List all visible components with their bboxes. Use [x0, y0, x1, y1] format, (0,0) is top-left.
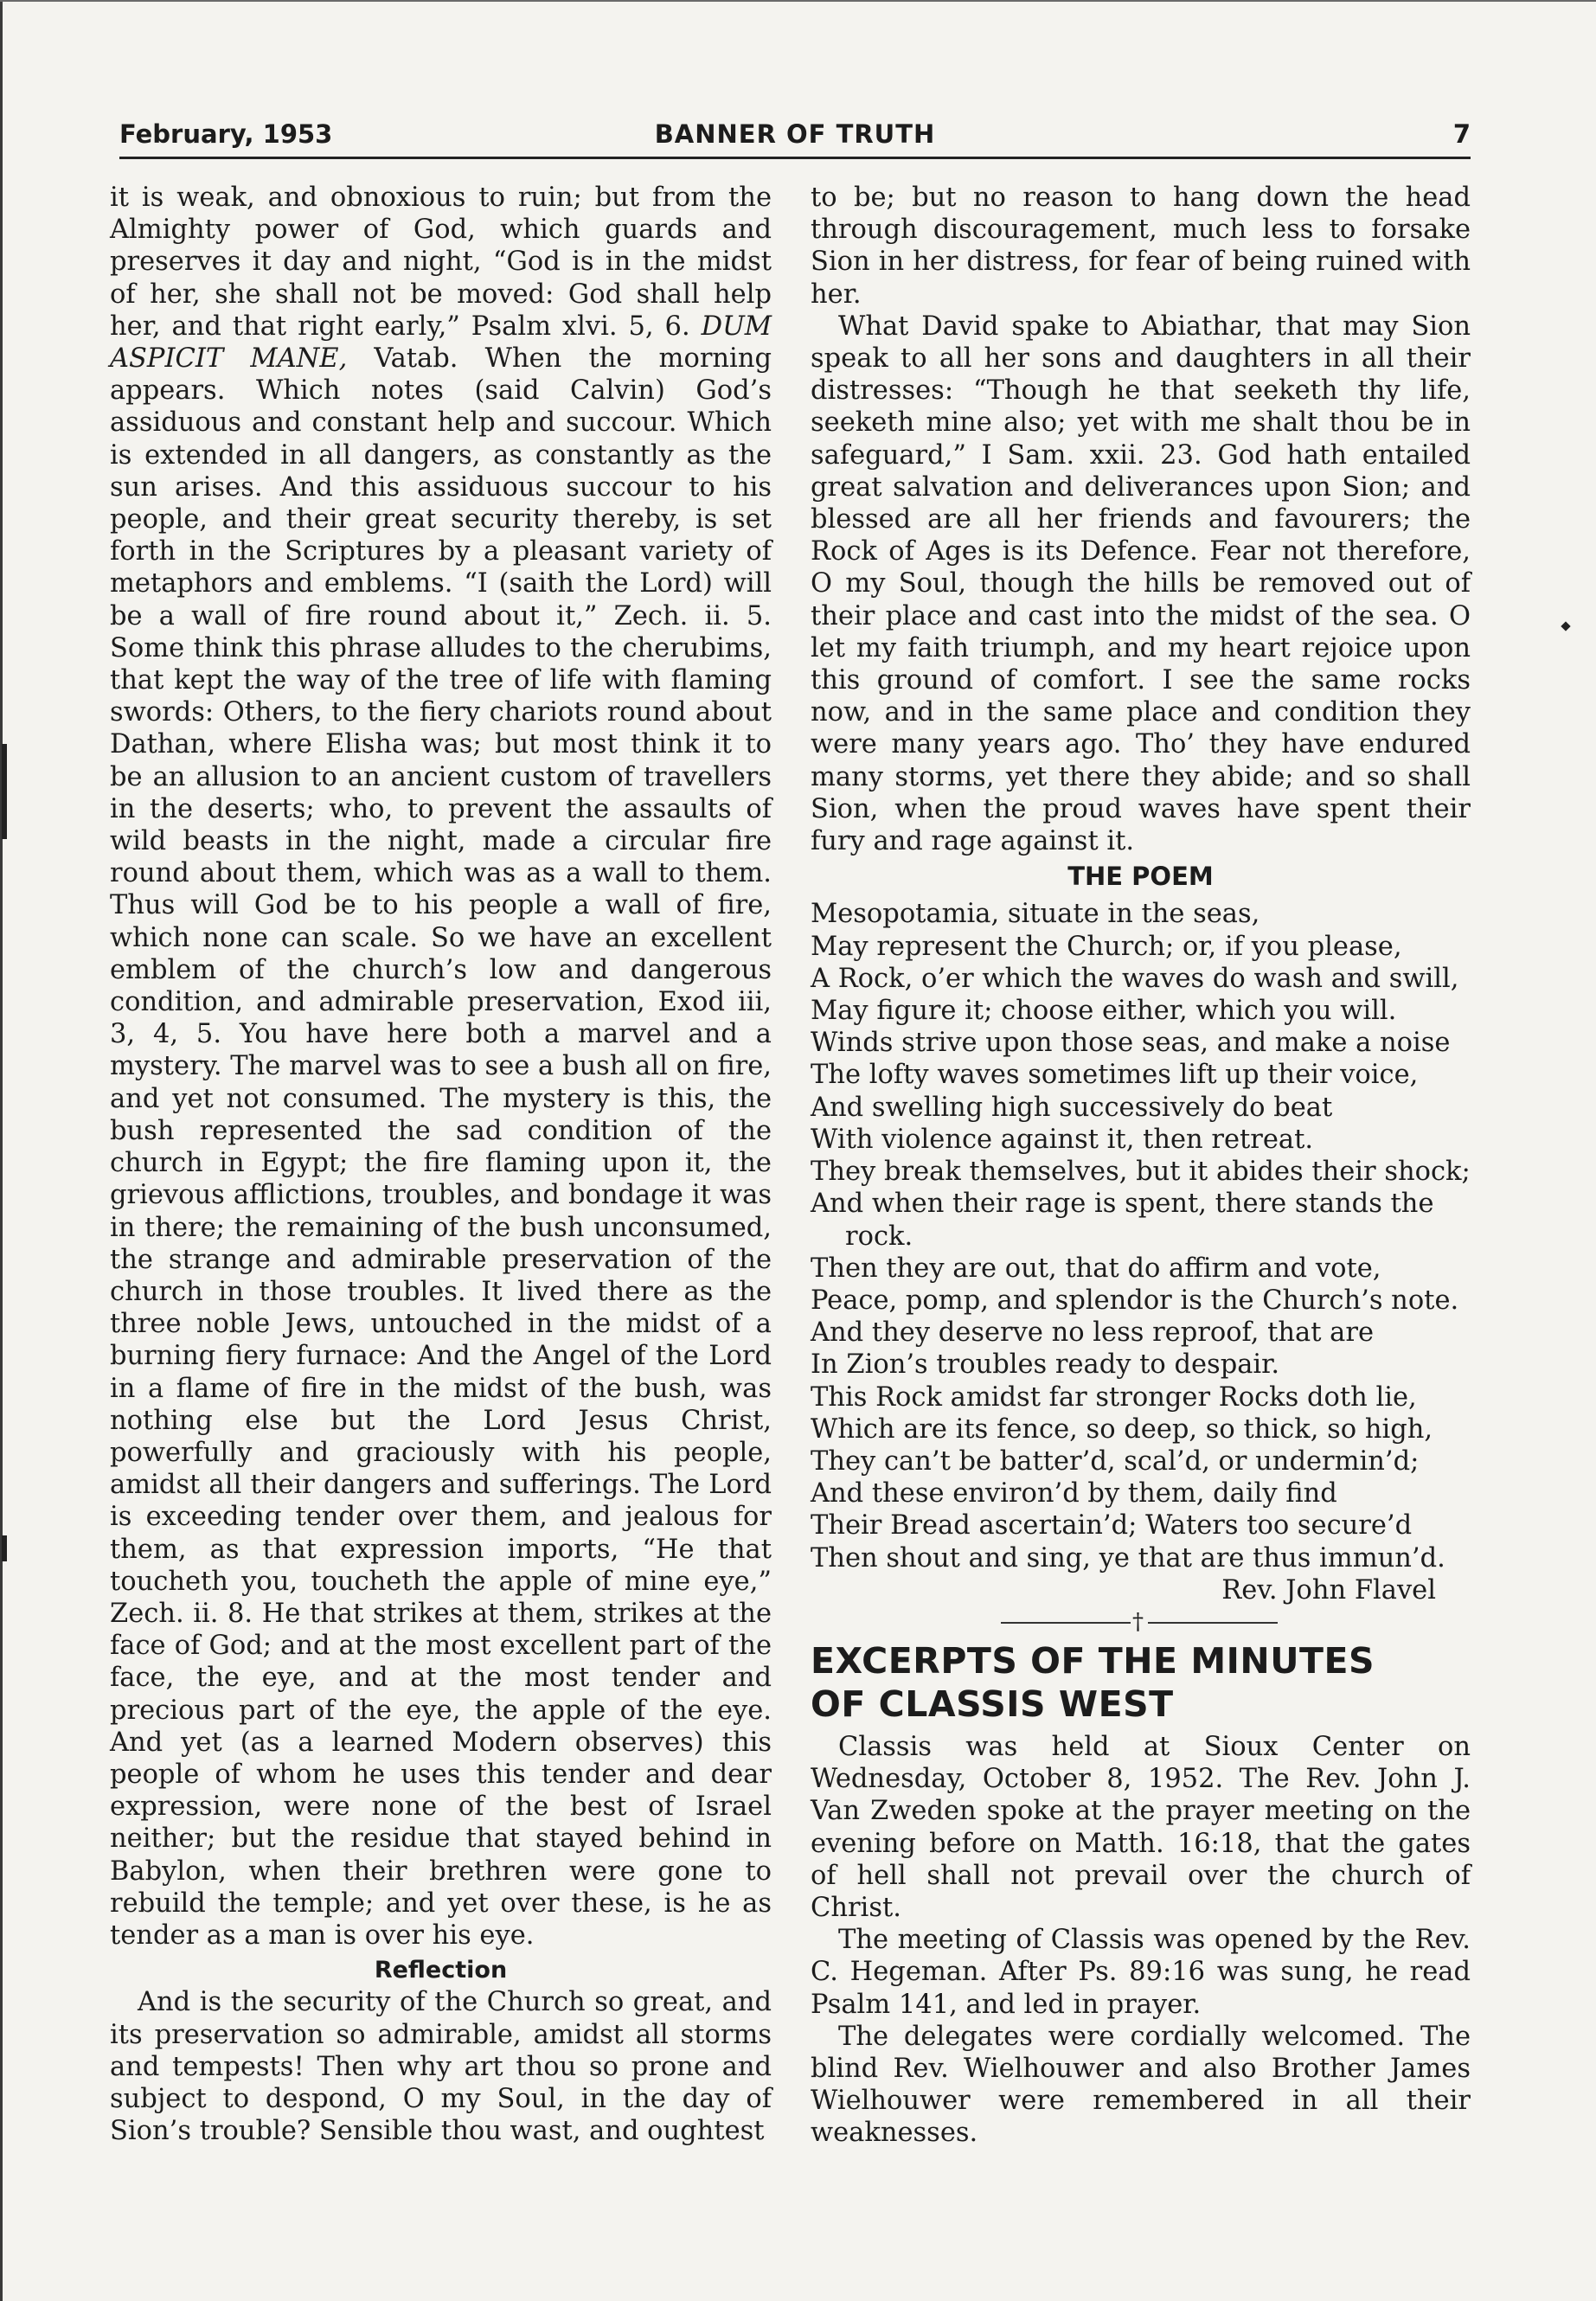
body-text: Vatab. When the morning appears. Which notes (said Calvin) God’s assiduous and constant help and succour. Which is extended in all dangers, as constantly as the sun arises. And this assiduous succour to his people, and their great security thereby, is set forth in the Scriptures by a pleasant variety of metaphors and emblems. “I (saith the Lord) will be a wall of fire round about it,” Zech. ii. 5. Some think this phrase alludes to the cherubims, that kept the way of the tree of life with flaming swords: Others, to the fiery chariots round about Dathan, where Elisha was; but most think it to be an allusion to an ancient custom of travellers in the deserts; who, to prevent the assaults of wild beasts in the night, made a circular fire round about them, which was as a wall to them. Thus will God be to his people a wall of fire, which none can scale. So we have an excellent emblem of the church’s low and dangerous condition, and admirable preservation, Exod iii, 3, 4, 5. You have here both a marvel and a mystery. The marvel was to see a bush all on fire, and yet not consumed. The mystery is this, the bush represented the sad condition of the church in Egypt; the fire flaming upon it, the grievous afflictions, troubles, and bondage it was in there; the remaining of the bush unconsumed, the strange and admirable preservation of the church in those troubles. It lived there as the three noble Jews, untouched in the midst of a burning fiery furnace: And the Angel of the Lord in a flame of fire in the midst of the bush, was nothing else but the Lord Jesus Christ, powerfully and graciously with his people, amidst all their dangers and sufferings. The Lord is exceeding tender over them, and jealous for them, as that expression imports, “He that toucheth you, toucheth the apple of mine eye,” Zech. ii. 8. He that strikes at them, strikes at the face of God; and at the most excellent part of the face, the eye, and at the most tender and precious part of the eye, the apple of the eye. And yet (as a learned Modern observes) this people of whom he uses this tender and dear expression, were none of the best of Israel neither; but the residue that stayed behind in Babylon, when their brethren were gone to rebuild the temple; and yet over these, is he as tender as a man is over his eye. — [110, 343, 772, 1951]
poem-author: Rev. John Flavel — [1221, 1574, 1436, 1606]
poem-line: In Zion’s troubles ready to despair. — [811, 1349, 1280, 1381]
page-edge-left — [0, 0, 3, 2301]
page-number: 7 — [1452, 119, 1471, 149]
cross-icon: † — [1132, 1608, 1144, 1635]
header-rule — [119, 157, 1471, 159]
poem-line: And when their rage is spent, there stands the — [811, 1189, 1434, 1220]
poem-line: A Rock, o’er which the waves do wash and swill, — [811, 963, 1459, 994]
body-paragraph — [110, 182, 772, 1952]
divider-rule — [1148, 1622, 1278, 1624]
issue-date: February, 1953 — [119, 119, 333, 149]
poem-line: Winds strive upon those seas, and make a noise — [811, 1028, 1451, 1059]
body-paragraph: Classis was held at Sioux Center on Wednesday, October 8, 1952. The Rev. John J. Van Zweden spoke at the prayer meeting on the evening before on Matth. 16:18, that the gates of hell shall not prevail over the church of Christ. — [811, 1731, 1471, 1923]
poem-line: They can’t be batter’d, scal’d, or undermin’d; — [811, 1445, 1420, 1477]
reflection-heading: Reflection — [374, 1957, 508, 1984]
poem-line: May figure it; choose either, which you will. — [811, 996, 1397, 1027]
section-title-line: OF CLASSIS WEST — [811, 1682, 1174, 1725]
page-edge-top — [0, 0, 1596, 2]
poem-line: Mesopotamia, situate in the seas, — [811, 899, 1260, 930]
left-column — [110, 182, 772, 2147]
poem-title: THE POEM — [1067, 862, 1214, 892]
poem-line: And swelling high successively do beat — [811, 1092, 1333, 1123]
poem-line: rock. — [845, 1221, 913, 1252]
scan-mark — [2, 1535, 7, 1561]
divider-rule — [1001, 1622, 1131, 1624]
poem-line: This Rock amidst far stronger Rocks doth lie, — [811, 1381, 1417, 1413]
scan-mark — [1561, 621, 1570, 631]
body-text: it is weak, and obnoxious to ruin; but from the Almighty power of God, which guards and preserves it day and night, “God is in the midst of her, she shall not be moved: God shall help her, and that right early,” Psalm xlvi. 5, 6. — [110, 183, 772, 342]
body-paragraph: And is the security of the Church so great, and its preservation so admirable, amidst all storms and tempests! Then why art thou so prone and subject to despond, O my Soul, in the day of Sion’s trouble? Sensible thou wast, and oughtest — [110, 1987, 772, 2147]
right-column — [811, 182, 1471, 2150]
body-paragraph: The meeting of Classis was opened by the Rev. C. Hegeman. After Ps. 89:16 was sung, he read Psalm 141, and led in prayer. — [811, 1925, 1471, 2020]
publication-title: BANNER OF TRUTH — [654, 119, 936, 149]
body-paragraph: The delegates were cordially welcomed. The blind Rev. Wielhouwer and also Brother James Wielhouwer were remembered in all their weaknesses. — [811, 2021, 1471, 2149]
body-paragraph: to be; but no reason to hang down the head through discouragement, much less to forsake Sion in her distress, for fear of being ruined with her. — [811, 183, 1471, 310]
poem — [811, 898, 1471, 1574]
poem-line: And they deserve no less reproof, that are — [811, 1317, 1374, 1349]
running-header — [119, 119, 1471, 154]
poem-line: They break themselves, but it abides their shock; — [811, 1157, 1471, 1188]
poem-line: Then they are out, that do affirm and vote, — [811, 1253, 1381, 1284]
poem-line: The lofty waves sometimes lift up their voice, — [811, 1060, 1419, 1091]
scan-mark — [2, 744, 7, 839]
section-divider — [811, 1610, 1471, 1634]
poem-line: Peace, pomp, and splendor is the Church’s note. — [811, 1285, 1459, 1316]
poem-line: Which are its fence, so deep, so thick, so high, — [811, 1413, 1433, 1445]
poem-line: With violence against it, then retreat. — [811, 1124, 1314, 1155]
poem-line: Then shout and sing, ye that are thus immun’d. — [811, 1542, 1445, 1574]
latin-phrase: DUM ASPICIT MANE, — [110, 311, 772, 375]
body-paragraph: What David spake to Abiathar, that may Sion speak to all her sons and daughters in all their distresses: “Though he that seeketh thy life, seeketh mine also; yet with me shalt thou be in safeguard,” I Sam. xxii. 23. God hath entailed great salvation and deliverances upon Sion; and blessed are all her friends and favourers; the Rock of Ages is its Defence. Fear not therefore, O my Soul, though the hills be removed out of their place and cast into the midst of the sea. O let my faith triumph, and my heart rejoice upon this ground of comfort. I see the same rocks now, and in the same place and condition they were many years ago. Tho’ they have endured many storms, yet there they abide; and so shall Sion, when the proud waves have spent their fury and rage against it. — [811, 311, 1471, 857]
poem-line: And these environ’d by them, daily find — [811, 1478, 1337, 1509]
section-title-line: EXCERPTS OF THE MINUTES — [811, 1639, 1375, 1682]
poem-line: May represent the Church; or, if you please, — [811, 931, 1402, 962]
section-title — [811, 1639, 1471, 1726]
poem-line: Their Bread ascertain’d; Waters too secure’d — [811, 1510, 1413, 1541]
